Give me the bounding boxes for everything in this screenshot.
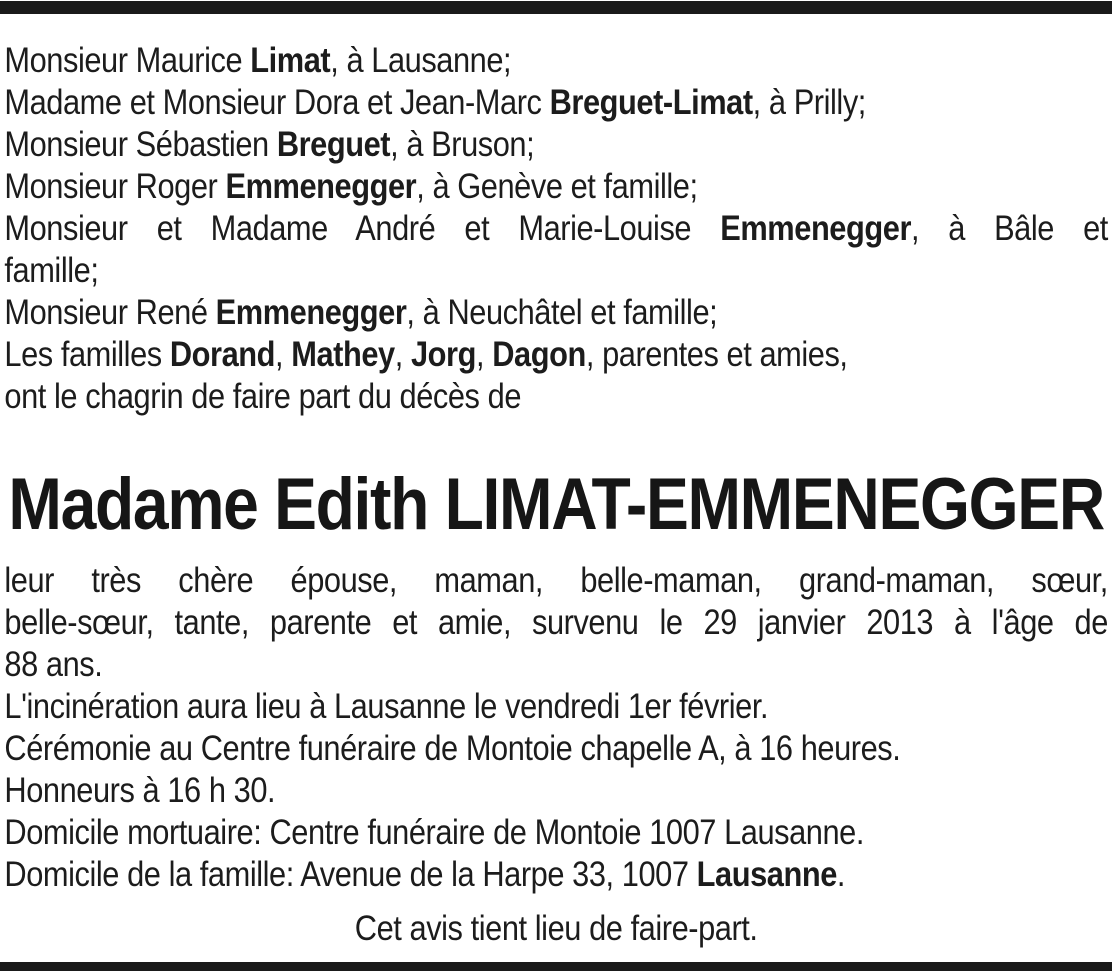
relatives-line [4,292,1108,334]
announcement-line [4,854,1108,896]
notice-text: Domicile de la famille: Avenue de la Harpe 33, 1007 [4,855,697,894]
notice-text: Monsieur Sébastien [4,125,277,164]
notice-text: , à Lausanne; [330,41,512,80]
relatives-line [4,166,1108,208]
announcement-line [4,686,1108,728]
relatives-line [4,334,1108,376]
relatives-list [4,40,1108,418]
family-name-bold: Breguet [276,125,391,164]
notice-text: , à Bruson; [390,125,535,164]
notice-text: , [275,335,292,374]
notice-text: , à Bâle et [910,209,1108,248]
family-name-bold: Dagon [492,335,586,374]
announcement-line [4,644,1108,686]
family-name-bold: Lausanne [696,855,837,894]
notice-text: , parentes et amies, [585,335,848,374]
notice-text: Monsieur et Madame André et Marie-Louise [4,209,721,248]
family-name-bold: Dorand [169,335,276,374]
family-name-bold: Emmenegger [215,293,407,332]
notice-text: , à Prilly; [752,83,866,122]
notice-content-wrapper [0,14,1112,950]
relatives-line [4,124,1108,166]
relatives-line [4,40,1108,82]
notice-text: 88 ans. [4,645,103,684]
notice-text: . [836,855,846,894]
relatives-line [4,250,1108,292]
notice-text: Domicile mortuaire: Centre funéraire de Montoie 1007 Lausanne. [4,813,864,852]
notice-text: Les familles [4,335,170,374]
relatives-line [4,376,1108,418]
notice-text: , [475,335,493,374]
family-name-bold: Emmenegger [720,209,911,248]
notice-text: L'incinération aura lieu à Lausanne le vendredi 1er février. [4,687,769,726]
notice-text: Monsieur Maurice [4,41,251,80]
announcement-line [4,812,1108,854]
family-name-bold: Emmenegger [225,167,417,206]
closing-line: Cet avis tient lieu de faire-part. [354,909,758,948]
top-border-rule [0,1,1112,14]
family-name-bold: Breguet-Limat [549,83,753,122]
notice-text: Honneurs à 16 h 30. [4,771,276,810]
deceased-name-title: Madame Edith LIMAT-EMMENEGGER [8,464,1104,545]
family-name-bold: Mathey [291,335,395,374]
bottom-border-rule [0,962,1112,971]
notice-text: Cérémonie au Centre funéraire de Montoie chapelle A, à 16 heures. [4,729,901,768]
family-name-bold: Limat [250,41,331,80]
notice-text: , à Genève et famille; [416,167,698,206]
notice-content [0,14,1112,950]
notice-text: famille; [4,251,99,290]
notice-text: leur très chère épouse, maman, belle-maman, grand-maman, sœur, [4,561,1108,600]
family-name-bold: Jorg [410,335,476,374]
notice-text: , à Neuchâtel et famille; [406,293,718,332]
relatives-line [4,82,1108,124]
notice-text: Monsieur Roger [4,167,226,206]
notice-text: ont le chagrin de faire part du décès de [4,377,522,416]
announcement-line [4,728,1108,770]
notice-text: belle-sœur, tante, parente et amie, survenu le 29 janvier 2013 à l'âge de [4,603,1108,642]
notice-text: Madame et Monsieur Dora et Jean-Marc [4,83,550,122]
notice-text: , [394,335,411,374]
notice-text: Monsieur René [4,293,216,332]
announcement-line [4,560,1108,602]
announcement-body [4,560,1108,896]
announcement-line [4,770,1108,812]
relatives-line [4,208,1108,250]
announcement-line [4,602,1108,644]
